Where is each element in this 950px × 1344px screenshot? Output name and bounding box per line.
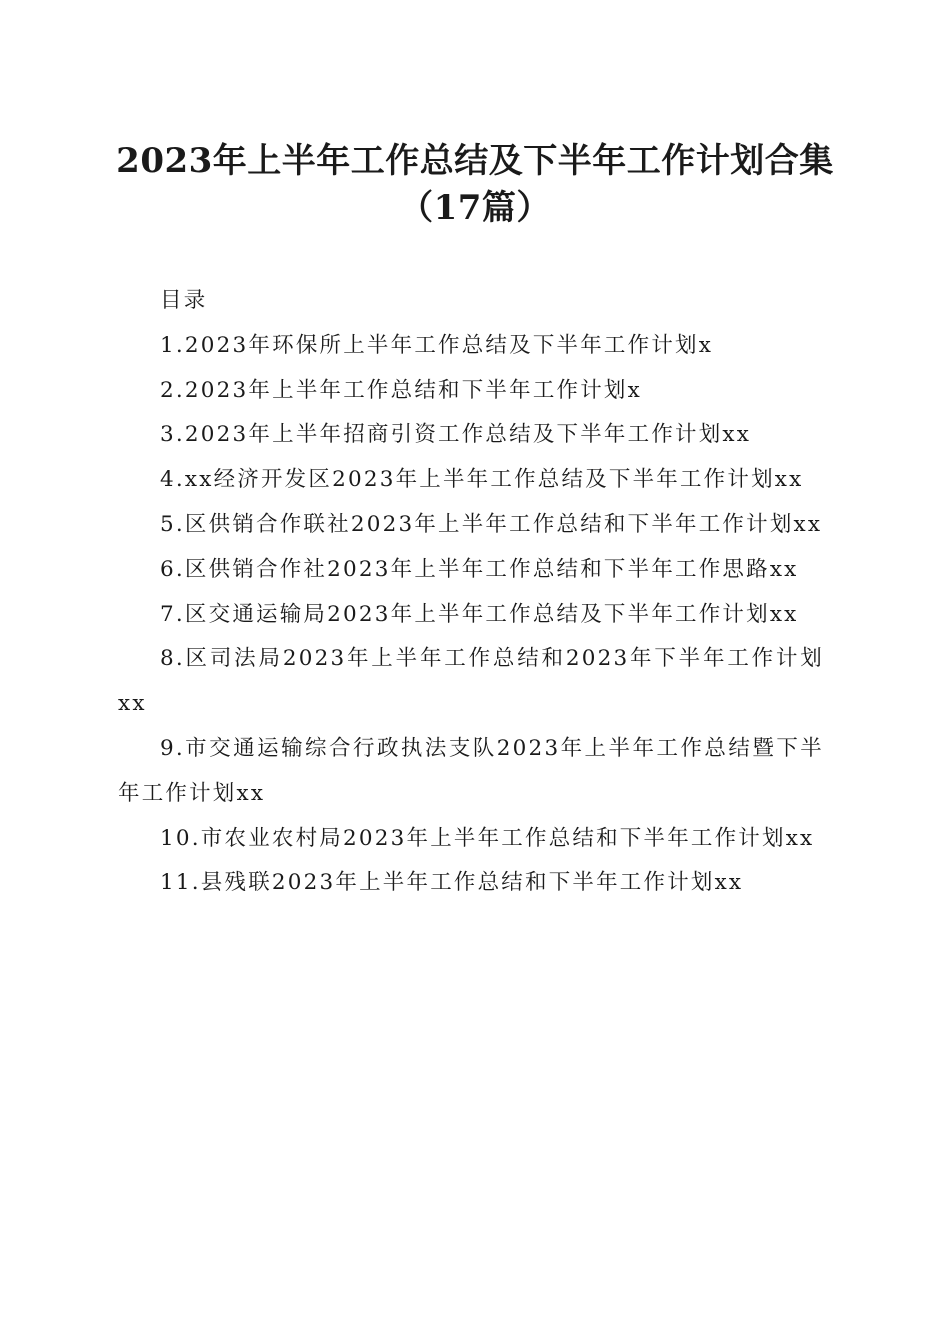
document-title: 2023年上半年工作总结及下半年工作计划合集（17篇）: [116, 141, 834, 228]
toc-item-2[interactable]: 2.2023年上半年工作总结和下半年工作计划x: [160, 377, 642, 403]
toc-item-4[interactable]: 4.xx经济开发区2023年上半年工作总结及下半年工作计划xx: [160, 467, 804, 493]
table-of-contents: [118, 279, 824, 906]
toc-item-6[interactable]: 6.区供销合作社2023年上半年工作总结和下半年工作思路xx: [160, 556, 799, 582]
toc-heading: 目录: [160, 288, 208, 313]
toc-list: [118, 324, 824, 906]
toc-item-5[interactable]: 5.区供销合作联社2023年上半年工作总结和下半年工作计划xx: [160, 511, 823, 537]
toc-item-3[interactable]: 3.2023年上半年招商引资工作总结及下半年工作计划xx: [160, 422, 752, 448]
toc-item-1[interactable]: 1.2023年环保所上半年工作总结及下半年工作计划x: [160, 332, 714, 358]
toc-item-7[interactable]: 7.区交通运输局2023年上半年工作总结及下半年工作计划xx: [160, 601, 799, 627]
toc-item-8[interactable]: 8.区司法局2023年上半年工作总结和2023年下半年工作计划xx: [118, 646, 824, 717]
toc-item-11[interactable]: 11.县残联2023年上半年工作总结和下半年工作计划xx: [160, 870, 744, 896]
toc-item-10[interactable]: 10.市农业农村局2023年上半年工作总结和下半年工作计划xx: [160, 825, 815, 851]
toc-item-9[interactable]: 9.市交通运输综合行政执法支队2023年上半年工作总结暨下半年工作计划xx: [118, 735, 824, 806]
